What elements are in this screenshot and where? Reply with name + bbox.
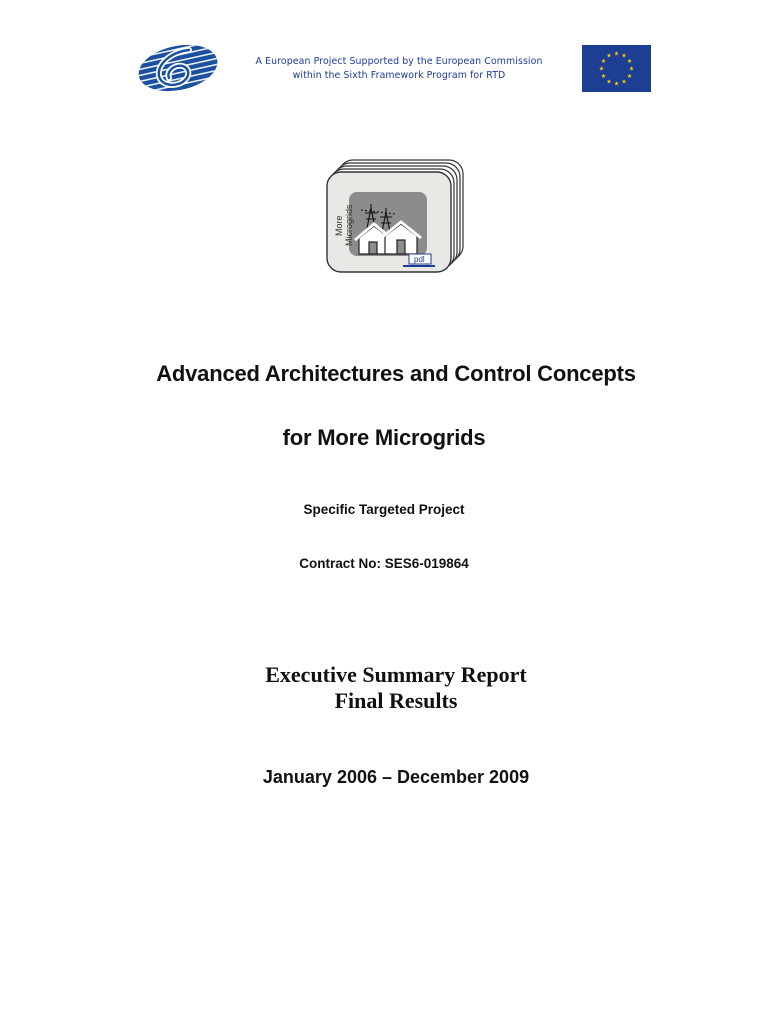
project-period: January 2006 – December 2009 [262, 767, 530, 787]
program-statement [244, 55, 554, 83]
report-title-line-2: Final Results [334, 688, 458, 713]
fp6-logo-icon [137, 44, 219, 92]
eu-flag-icon [582, 45, 651, 92]
contract-number: Contract No: SES6-019864 [299, 556, 469, 571]
project-type: Specific Targeted Project [303, 502, 465, 517]
program-statement-line-1: A European Project Supported by the European Commission [255, 56, 543, 67]
logo-text-more: More [334, 215, 344, 236]
logo-badge-pdl: pdl [414, 255, 425, 264]
report-title-line-1: Executive Summary Report [265, 662, 527, 687]
title-line-1: Advanced Architectures and Control Concepts [156, 361, 636, 386]
more-microgrids-logo-icon [325, 158, 467, 274]
program-statement-line-2: within the Sixth Framework Program for RTD [292, 70, 506, 81]
logo-text-microgrids: Microgrids [344, 204, 354, 246]
title-line-2: for More Microgrids [282, 425, 486, 450]
